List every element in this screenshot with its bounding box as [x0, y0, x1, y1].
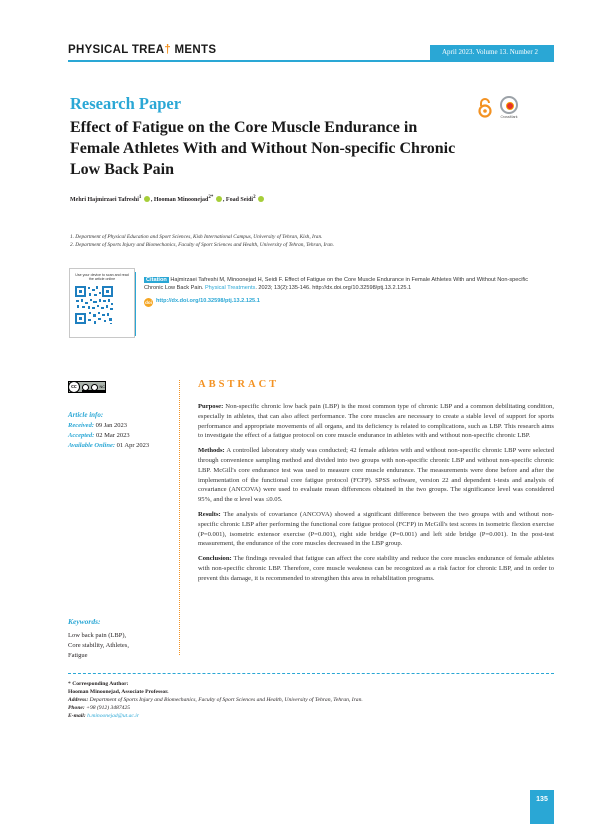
accepted-label: Accepted:: [68, 432, 95, 439]
methods-label: Methods:: [198, 447, 225, 455]
accepted-row: [68, 431, 149, 441]
results-text: The analysis of covariance (ANCOVA) showed a significant difference between the two groups with and without non-specific chronic LBP after performing the functional core fatigue protocol (FCFP) in McGill's test scores in isometric flexion exercise (P=0.001), isometric extensor exercise (P=0.001), right side bridge (P=0.001) and left side bridge (P=0.001). In the post-test measurement, the endurance of the core muscles decreased in the LBP group.: [198, 510, 554, 548]
affiliation-1: 1. Department of Physical Education and Sport Sciences, Kish International Campus, University of Tehran, Kish, Iran.: [70, 234, 323, 240]
citation-journal-link[interactable]: Physical Treatments: [204, 285, 256, 292]
crossmark-disc: [500, 96, 518, 114]
orcid-icon[interactable]: [216, 196, 222, 202]
citation-text: [144, 276, 544, 292]
citation-box: [135, 272, 553, 336]
conclusion-text: The findings revealed that fatigue can affect the core stability and reduce the core muscles endurance of female athletes with non-specific chronic LBP. Therefore, core muscle weakness can be recognized as a risk factor for chronic LBP, and in order to prevent this damage, it is recommended to strengthen this area in rehabilitation programs.: [198, 555, 554, 582]
qr-box: [69, 268, 135, 338]
keywords: [68, 617, 129, 661]
email-row: [68, 712, 363, 720]
abstract-body: [198, 402, 554, 589]
purpose-text: Non-specific chronic low back pain (LBP) is the most common type of chronic LBP and a common debilitating condition, especially in athletes, that can also affect performance. The core muscles are necessary to create a stable level of support for sports performance and appropriate movements of all organs, and its deficiency is related to complications, such as LBP. This research aims to investigate the effect of a fatigue protocol on core muscle endurance in athletes with and without non-specific chronic LBP.: [198, 403, 554, 440]
corresponding-rule: [68, 673, 554, 674]
cc-license-badge[interactable]: [68, 381, 106, 393]
journal-cross-icon: †: [164, 44, 172, 56]
received-row: [68, 421, 149, 431]
address-text: Department of Sports Injury and Biomechanics, Faculty of Sport Sciences and Health, University of Tehran, Tehran, Iran.: [88, 697, 363, 703]
address-row: [68, 696, 363, 704]
issue-info: April 2023. Volume 13. Number 2: [430, 45, 554, 60]
qr-caption: Use your device to scan and read the article online: [75, 273, 129, 282]
received-date: 09 Jan 2023: [93, 422, 128, 429]
accepted-date: 02 Mar 2023: [94, 432, 130, 439]
crossmark-icon[interactable]: [500, 96, 518, 120]
author-sup: 1: [138, 195, 142, 200]
article-info: [68, 410, 149, 451]
methods-text: A controlled laboratory study was conducted; 42 female athletes with and without non-specific chronic LBP were selected through convenience sampling method and divided into two groups with non-specific chronic LBP and without non-specific chronic LBP. McGill's core endurance test was used to measure core muscle endurance. The measurements were done before and after the implementation of the functional core fatigue protocol (FCFP). SPSS software, version 22 and dependent t-tests and analysis of covariance (ANCOVA) were used to evaluate mean differences obtained in the two groups. The significance level was considered 95%, and the α level was ≤0.05.: [198, 447, 554, 504]
open-access-icon: [478, 98, 492, 118]
article-info-heading: Article info:: [68, 411, 104, 419]
abstract-purpose: [198, 402, 554, 441]
corresponding-name: Hooman Minoonejad, Associate Professor.: [68, 689, 169, 695]
cc-icon: cc: [68, 381, 80, 393]
results-label: Results:: [198, 510, 221, 518]
journal-name-right: MENTS: [171, 44, 217, 56]
nc-label: NC: [99, 385, 105, 389]
keywords-heading: Keywords:: [68, 617, 101, 626]
keyword-line: Low back pain (LBP),: [68, 632, 127, 639]
keyword-line: Core stability, Athletes,: [68, 642, 129, 649]
keyword-line: Fatigue: [68, 652, 88, 659]
online-date: 01 Apr 2023: [115, 442, 150, 449]
author-list: Mehri Hajmirzaei Tafreshi$^1$ , Hooman Minoonejad$^{2*}$ , Foad Seidi$^2$: [70, 195, 265, 203]
conclusion-label: Conclusion:: [198, 555, 232, 563]
received-label: Received:: [68, 422, 94, 429]
qr-code-icon[interactable]: [74, 285, 114, 325]
citation-details: . 2023; 13(2):135-146. http://dx.doi.org/10.32598/ptj.13.2.125.1: [255, 285, 412, 292]
online-label: Available Online:: [68, 442, 116, 449]
phone-text: +98 (912) 3487425: [84, 705, 131, 711]
header-rule: [68, 60, 554, 62]
corresponding-heading: * Corresponding Author:: [68, 681, 129, 687]
abstract-results: [198, 510, 554, 549]
corresponding-author: [68, 680, 363, 720]
crossmark-label: CrossMark: [500, 115, 518, 119]
online-row: [68, 441, 149, 451]
doi-icon: doi: [145, 300, 152, 306]
doi-link[interactable]: http://dx.doi.org/10.32598/ptj.13.2.125.1: [156, 298, 260, 305]
article-title: Effect of Fatigue on the Core Muscle Endurance in Female Athletes With and Without Non-specific Chronic Low Back Pain: [70, 119, 456, 178]
address-label: Address:: [68, 697, 89, 703]
purpose-label: Purpose:: [198, 403, 224, 410]
paper-type: Research Paper: [70, 94, 182, 113]
orcid-icon[interactable]: [258, 196, 264, 202]
phone-row: [68, 704, 363, 712]
author-name: Foad Seidi: [225, 197, 254, 203]
abstract-methods: [198, 446, 554, 505]
orcid-icon[interactable]: [144, 196, 150, 202]
affiliation-2: 2. Department of Sports Injury and Biomechanics, Faculty of Sport Sciences and Health, University of Tehran, Tehran, Iran.: [70, 242, 334, 248]
phone-label: Phone:: [68, 705, 85, 711]
citation-body: Hajmirzaei Tafreshi M, Minoonejad H, Seidi F. Effect of Fatigue on the Core Muscle Endurance in Female Athletes With and Without Non-specific Chronic Low Back Pain.: [144, 277, 529, 292]
license-bar: [82, 390, 106, 393]
citation-label: Citation: [146, 277, 167, 283]
author-name: Mehri Hajmirzaei Tafreshi: [70, 197, 139, 203]
author-name: Hooman Minoonejad: [153, 197, 209, 203]
author-sup: 2: [253, 195, 256, 200]
column-divider: [179, 380, 180, 655]
abstract-heading: ABSTRACT: [198, 379, 280, 390]
email-label: E-mail:: [68, 713, 86, 719]
email-link[interactable]: h.minoonejad@ut.ac.ir: [85, 713, 140, 719]
doi-row: [144, 298, 553, 307]
author-sup: 2*: [208, 195, 214, 200]
page-number: 135: [536, 796, 548, 803]
abstract-conclusion: [198, 554, 554, 583]
journal-name-left: PHYSICAL TREA: [68, 44, 165, 56]
journal-name: [68, 44, 216, 56]
